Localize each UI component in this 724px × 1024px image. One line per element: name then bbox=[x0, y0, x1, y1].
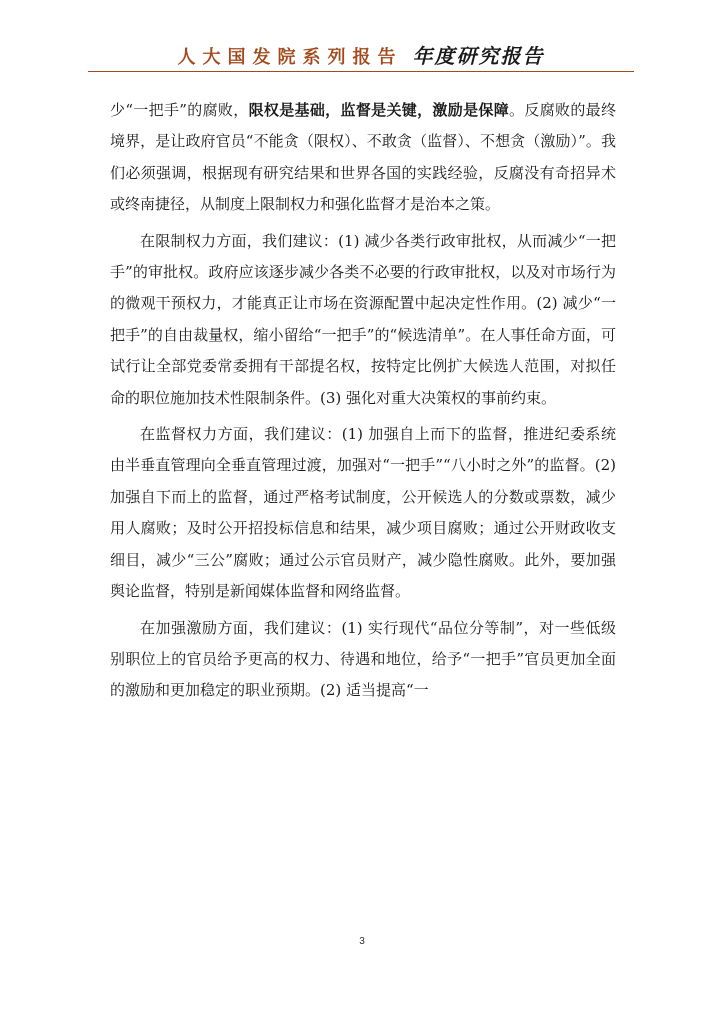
paragraph-incentives bbox=[110, 613, 616, 707]
text-segment: 少“一把手”的腐败， bbox=[110, 101, 249, 119]
paragraph-continued bbox=[110, 95, 616, 221]
report-title: 年度研究报告 bbox=[412, 44, 545, 68]
paragraph-supervise-power bbox=[110, 419, 616, 607]
header-divider bbox=[88, 71, 634, 72]
text-segment: 在监督权力方面，我们建议：(1) 加强自上而下的监督，推进纪委系统由半垂直管理向全垂直管理过渡，加强对“一把手”“八小时之外”的监督。(2) 加强自下而上的监督，通过严格考试制度，公开候选人的分数或票数，减少用人腐败；及时公开招投标信息和结果，减少项目腐败；通过公开财政收支细目，减少“三公”腐败；通过公示官员财产，减少隐性腐败。此外，要加强舆论监督，特别是新闻媒体监督和网络监督。 bbox=[110, 425, 616, 601]
paragraph-limit-power bbox=[110, 226, 616, 414]
page-number: 3 bbox=[359, 936, 365, 947]
body-text bbox=[110, 95, 616, 712]
running-header bbox=[88, 40, 634, 70]
text-segment: 在加强激励方面，我们建议：(1) 实行现代“品位分等制”，对一些低级别职位上的官员给予更高的权力、待遇和地位，给予“一把手”官员更加全面的激励和更加稳定的职业预期。(2) 适当提高“一 bbox=[110, 618, 616, 700]
text-segment: 在限制权力方面，我们建议：(1) 减少各类行政审批权，从而减少“一把手”的审批权。政府应该逐步减少各类不必要的行政审批权，以及对市场行为的微观干预权力，才能真正让市场在资源配置中起决定性作用。(2) 减少“一把手”的自由裁量权，缩小留给“一把手”的“候选清单”。在人事任命方面，可试行让全部党委常委拥有干部提名权，按特定比例扩大候选人范围，对拟任命的职位施加技术性限制条件。(3) 强化对重大决策权的事前约束。 bbox=[110, 231, 616, 407]
text-segment: 。反腐败的最终境界，是让政府官员“不能贪（限权）、不敢贪（监督）、不想贪（激励）”。我们必须强调，根据现有研究结果和世界各国的实践经验，反腐没有奇招异术或终南捷径，从制度上限制权力和强化监督才是治本之策。 bbox=[110, 101, 616, 214]
series-title: 人大国发院系列报告 bbox=[177, 47, 403, 68]
bold-emphasis: 限权是基础，监督是关键，激励是保障 bbox=[248, 101, 510, 119]
